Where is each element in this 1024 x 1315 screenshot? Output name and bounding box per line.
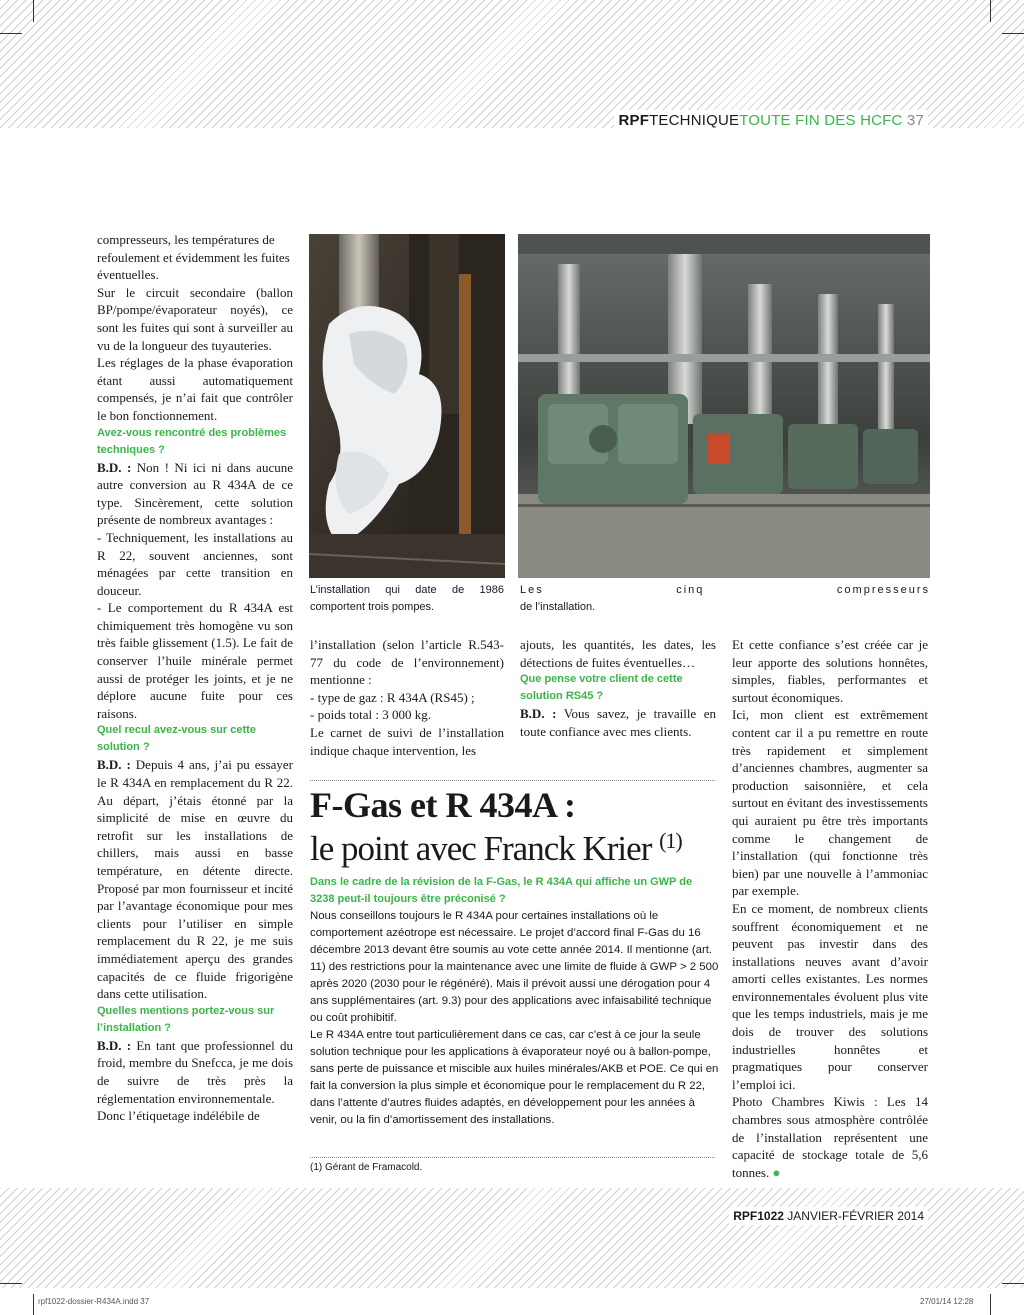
paragraph: Donc l’étiquetage indélébile de bbox=[97, 1108, 260, 1124]
paragraph: l’installation (selon l’article R.543-77 du code de l’environnement) mentionne : bbox=[310, 637, 504, 688]
answer-text: Non ! Ni ici ni dans aucune autre conversion au R 434A de ce type. Sincèrement, cette solution présente de nombreux avantages : bbox=[97, 459, 293, 528]
photo-credit-text: Photo Chambres Kiwis : Les 14 chambres sous atmosphère contrôlée de l’installation représentent une capacité de stockage totale de 5,6 tonnes. bbox=[732, 1094, 928, 1180]
footer-hatch-band bbox=[0, 1188, 1024, 1288]
feature-title-line-2 bbox=[310, 822, 720, 868]
header-section: TECHNIQUE bbox=[649, 112, 740, 129]
paragraph bbox=[732, 1093, 928, 1181]
print-slug-stamp: 27/01/14 12:28 bbox=[920, 1297, 974, 1306]
paragraph: ajouts, les quantités, les dates, les détections de fuites éventuelles… bbox=[520, 637, 716, 670]
answer-text: Depuis 4 ans, j’ai pu essayer le R 434A en remplacement du R 22. Au départ, j’étais étonné par la simplicité de mise en œuvre du retrofit sur les installations de chillers, mais aussi en basse température, en détente directe. Proposé par mon fournisseur et incité par l’avantage économique pour mes clients pour l’utiliser en simple remplacement du R 22, je me suis immédiatement aperçu des grandes capacités de ce fluide frigorigène dans cette utilisation. bbox=[97, 757, 293, 1002]
interview-question: Que pense votre client de cette solution RS45 ? bbox=[520, 673, 683, 703]
caption-compressors bbox=[520, 582, 930, 616]
paragraph: Les réglages de la phase évaporation étant aussi automatiquement compensés, je n’ai fait que contrôler le bon fonctionnement. bbox=[97, 355, 293, 423]
answer-text: Vous savez, je travaille en toute confiance avec mes clients. bbox=[520, 706, 717, 739]
box-rule-bottom bbox=[310, 1157, 715, 1158]
crop-mark bbox=[33, 0, 34, 22]
interview-question: Quelles mentions portez-vous sur l’installation ? bbox=[97, 1004, 275, 1034]
paragraph: Et cette confiance s’est créée car je leur apporte des solutions honnêtes, simples, fiables, performantes et surtout économiques. bbox=[732, 637, 928, 705]
speaker-initials: B.D. : bbox=[97, 757, 131, 773]
crop-mark bbox=[1002, 33, 1024, 34]
photo-compressors-illustration bbox=[518, 234, 930, 578]
interview-question: Quel recul avez-vous sur cette solution ? bbox=[97, 724, 256, 754]
crop-mark bbox=[0, 33, 22, 34]
footer-date: JANVIER-FÉVRIER 2014 bbox=[787, 1209, 924, 1223]
header-magazine: RPF bbox=[618, 112, 650, 129]
paragraph: Sur le circuit secondaire (ballon BP/pompe/évaporateur noyés), ce sont les fuites qui sont à surveiller au vu de la longueur des tuyauteries. bbox=[97, 284, 293, 353]
running-header bbox=[614, 110, 928, 131]
speaker-initials: B.D. : bbox=[97, 459, 132, 475]
paragraph: Le carnet de suivi de l’installation indique chaque intervention, les bbox=[310, 724, 504, 758]
paragraph: - Le comportement du R 434A est chimiquement très homogène vu son très faible glissement (1.5). Le fait de conserver l’huile minérale permet aussi de protéger les joints, et je ne déplore aucune fuite pour ces raisons. bbox=[97, 600, 293, 721]
crop-mark bbox=[0, 1283, 22, 1284]
header-topic: TOUTE FIN DES HCFC bbox=[739, 112, 903, 129]
paragraph: Le R 434A entre tout particulièrement dans ce cas, car c’est à ce jour la seule solution technique pour les applications à évaporateur noyé ou à ballon-pompe, sans perte de puissance et miscible aux huiles minérales/AKB et POE. Ce qui en fait la conversion la plus simple et économique pour le remplacement du R 22, dans l’attente d’autres fluides adaptés, en développement pour les années à venir, ou la fin d’amortissement des installations. bbox=[310, 1029, 719, 1126]
header-page-number: 37 bbox=[906, 112, 924, 129]
interview-question: Avez-vous rencontré des problèmes techniques ? bbox=[97, 426, 287, 456]
speaker-initials: B.D. : bbox=[520, 706, 557, 722]
feature-title-text: le point avec Franck Krier bbox=[310, 829, 652, 868]
footer-issue: RPF1022 bbox=[733, 1209, 784, 1223]
feature-title-line-1: F-Gas et R 434A : bbox=[310, 785, 576, 825]
caption-line: de l’installation. bbox=[520, 601, 596, 613]
column-3 bbox=[520, 636, 716, 740]
interview-answer bbox=[97, 756, 293, 1002]
feature-title bbox=[310, 785, 720, 868]
caption-line: Les cinq compresseurs bbox=[520, 584, 930, 596]
photo-frosted-pumps bbox=[309, 234, 505, 578]
column-2 bbox=[310, 636, 504, 759]
speaker-initials: B.D. : bbox=[97, 1037, 132, 1053]
feature-body bbox=[310, 908, 720, 1129]
crop-mark bbox=[33, 1294, 34, 1315]
interview-answer bbox=[520, 705, 716, 740]
footnote: (1) Gérant de Framacold. bbox=[310, 1162, 423, 1173]
header-hatch-band bbox=[0, 0, 1024, 128]
crop-mark bbox=[1002, 1283, 1024, 1284]
paragraph: Ici, mon client est extrêmement content car il a pu remettre en route très rapidement et simplement d’anciennes chambres, augmenter sa production saisonnière, et cela surtout en évitant des investissements qui auraient pu être très importants comme le changement de l’installation (qui fonctionne très bien) par une nouvelle à l’ammoniac par exemple. bbox=[732, 707, 928, 899]
list-item: - type de gaz : R 434A (RS45) ; bbox=[310, 689, 475, 705]
caption-pumps: L’installation qui date de 1986 comportent trois pompes. bbox=[310, 584, 504, 613]
column-4 bbox=[732, 636, 928, 1181]
footnote-marker: (1) bbox=[659, 828, 682, 853]
paragraph: compresseurs, les températures de refoulement et évidemment les fuites éventuelles. bbox=[97, 232, 290, 283]
interview-answer bbox=[97, 459, 293, 529]
column-1 bbox=[97, 231, 293, 1125]
list-item: - poids total : 3 000 kg. bbox=[310, 707, 431, 723]
answer-text: En tant que professionnel du froid, membre du Snefcca, je me dois de suivre de très près la réglementation environnementale. bbox=[97, 1037, 294, 1106]
feature-lead-question: Dans le cadre de la révision de la F-Gas, le R 434A qui affiche un GWP de 3238 peut-il toujours être préconisé ? bbox=[310, 876, 693, 905]
interview-answer bbox=[97, 1037, 293, 1107]
paragraph: Nous conseillons toujours le R 434A pour certaines installations où le comportement azéotrope est nécessaire. Le projet d’accord final F-Gas du 16 décembre 2013 devant être soumis au vote cette année 2014. Il mentionne (art. 11) des restrictions pour la maintenance avec une limite de fluide à GWP > 2 500 après 2020 (2030 pour le régénéré). Mais il prévoit aussi une dérogation pour 4 ans supplémentaires (art. 9.3) pour des applications avec infaisabilité technique ou coût prohibitif. bbox=[310, 910, 719, 1024]
running-footer bbox=[729, 1207, 928, 1225]
paragraph: - Techniquement, les installations au R 22, souvent anciennes, sont ménagées par cette transition en douceur. bbox=[97, 529, 293, 598]
photo-five-compressors bbox=[518, 234, 930, 578]
print-slug-file: rpf1022-dossier-R434A.indd 37 bbox=[38, 1297, 150, 1306]
crop-mark bbox=[990, 0, 991, 22]
box-rule-top bbox=[310, 780, 715, 781]
crop-mark bbox=[990, 1294, 991, 1315]
paragraph: En ce moment, de nombreux clients souffrent économiquement et ne peuvent pas investir dans des installations neuves avant d’avoir amorti celles existantes. Les normes environnementales évoluent plus vite que les temps industriels, mais je me dois de trouver des solutions industrielles honnêtes et pragmatiques pour conserver l’emploi ici. bbox=[732, 900, 928, 1092]
photo-pumps-illustration bbox=[309, 234, 505, 578]
end-of-article-bullet: ● bbox=[772, 1164, 781, 1180]
